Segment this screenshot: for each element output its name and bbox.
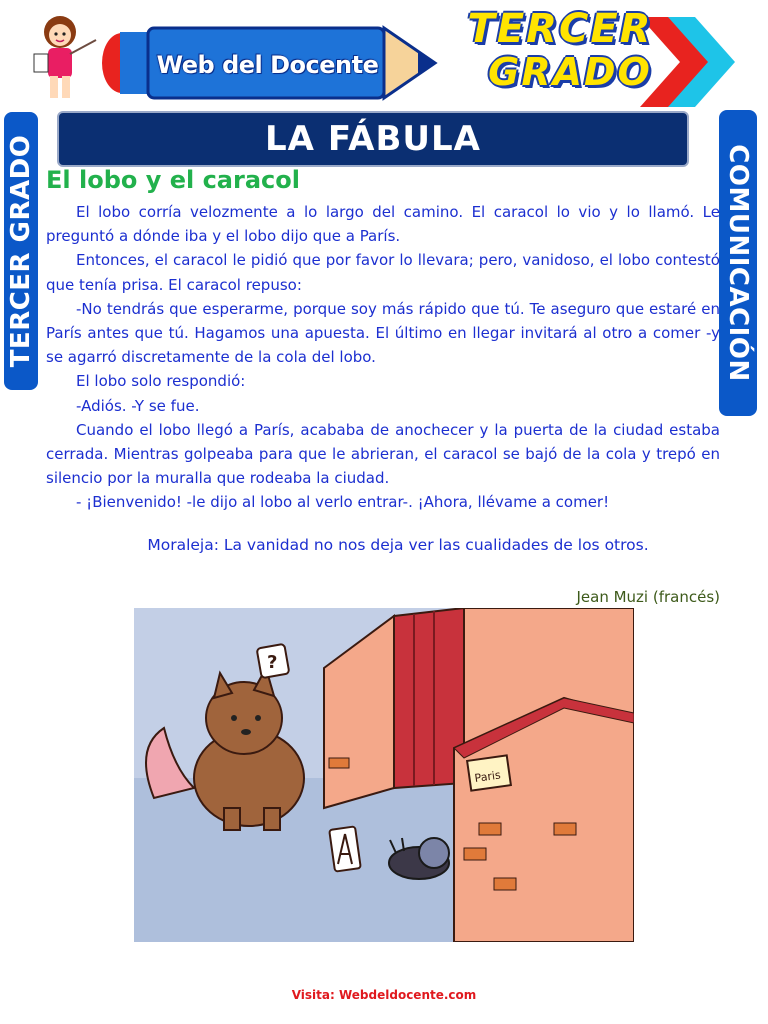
footer-link[interactable]: Visita: Webdeldocente.com <box>291 988 477 1002</box>
story-paragraph: Cuando el lobo llegó a París, acababa de anochecer y la puerta de la ciudad estaba cerrada. Mientras golpeaba para que le abrieran, el caracol se bajó de la cola y trepó en silencio por la muralla que rodeaba la ciudad. <box>46 420 720 488</box>
story-subtitle: El lobo y el caracol <box>46 166 300 194</box>
story-paragraph: -No tendrás que esperarme, porque soy más rápido que tú. Te aseguro que estaré en París antes que tú. Hagamos una apuesta. El último en llegar invitará al otro a comer -y se agarró discretamente de la cola del lobo. <box>46 299 720 367</box>
story-moral: Moraleja: La vanidad no nos deja ver las cualidades de los otros. <box>147 536 649 554</box>
fable-illustration <box>134 608 634 942</box>
side-label-grade <box>4 112 38 390</box>
page-title: LA FÁBULA <box>265 119 481 159</box>
story-body <box>46 200 720 515</box>
question-mark-icon: ? <box>267 652 278 673</box>
side-label-grade-text: TERCER GRADO <box>6 134 36 368</box>
story-paragraph: El lobo corría velozmente a lo largo del camino. El caracol lo vio y lo llamó. Le preguntó a dónde iba y el lobo dijo que a París. <box>46 203 720 246</box>
story-paragraph: Entonces, el caracol le pidió que por favor lo llevara; pero, vanidoso, el lobo contestó que tenía prisa. El caracol repuso: <box>46 251 720 294</box>
grade-title-line1: TERCER <box>467 6 653 52</box>
side-label-subject <box>719 110 757 416</box>
story-paragraph: -Adiós. -Y se fue. <box>76 396 200 415</box>
brand-label: Web del Docente <box>156 51 379 79</box>
side-label-subject-text: COMUNICACIÓN <box>723 144 753 382</box>
teacher-mascot-icon <box>30 10 100 105</box>
grade-title-line2: GRADO <box>488 50 652 94</box>
story-paragraph: El lobo solo respondió: <box>76 372 246 391</box>
story-paragraph: - ¡Bienvenido! -le dijo al lobo al verlo entrar-. ¡Ahora, llévame a comer! <box>76 493 610 512</box>
story-author: Jean Muzi (francés) <box>576 588 720 606</box>
title-banner <box>57 111 689 167</box>
paris-sign: Paris <box>473 768 502 785</box>
